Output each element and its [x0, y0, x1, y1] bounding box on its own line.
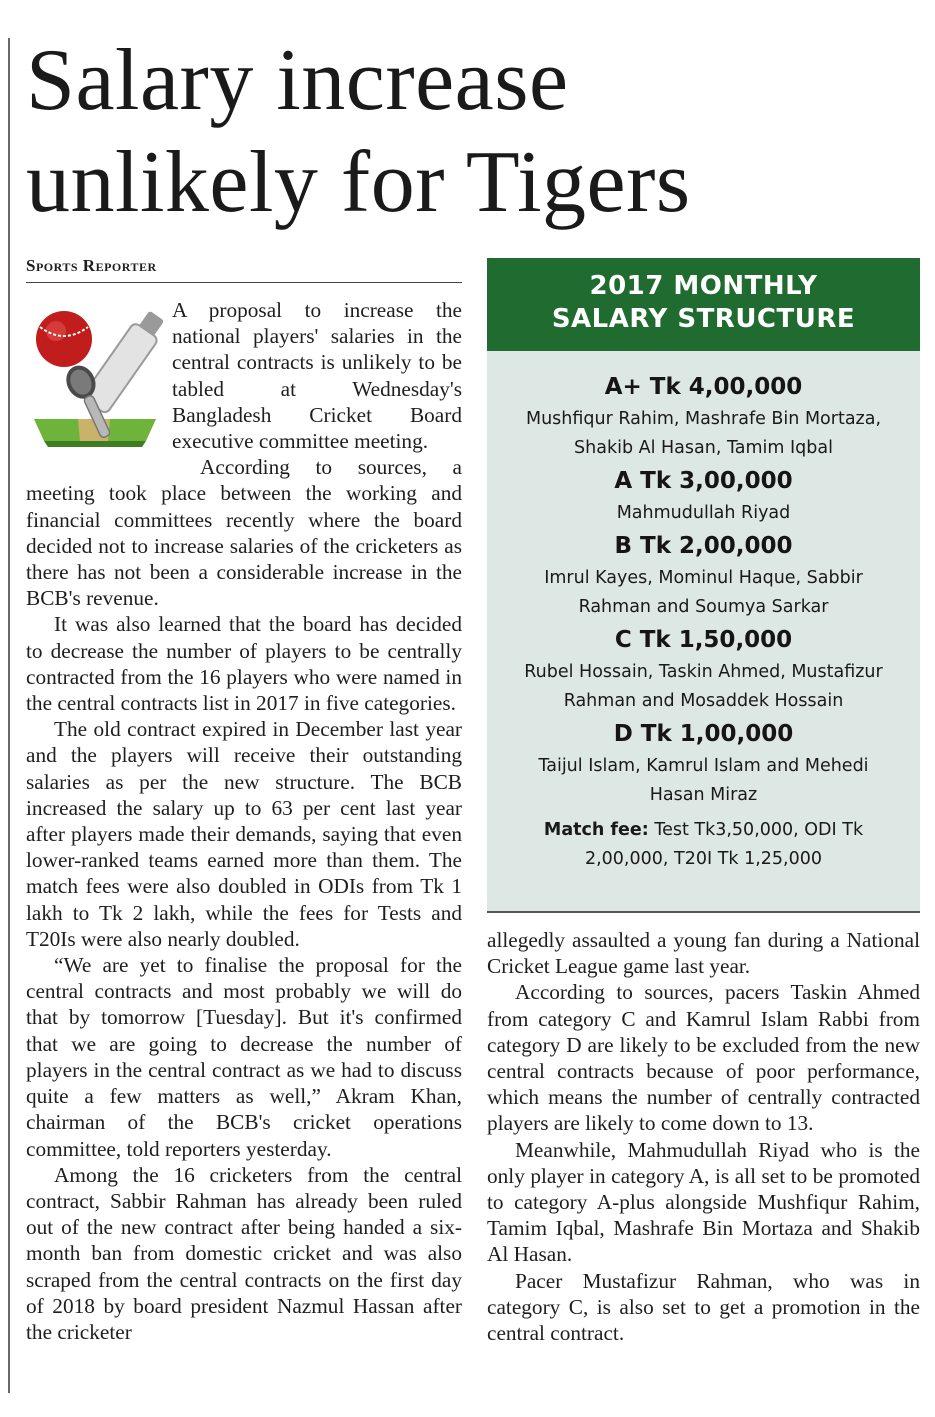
grade-d: D Tk 1,00,000 — [613, 721, 794, 747]
grade-a-plus: A+ Tk 4,00,000 — [604, 374, 803, 400]
match-fee-label: Match fee: — [543, 820, 649, 840]
salary-box-body — [487, 351, 920, 874]
salary-title-line-2: SALARY STRUCTURE — [551, 304, 856, 334]
cricket-ball-bat-microphone-icon — [26, 301, 164, 453]
paragraph-4: The old contract expired in December last year and the players will receive their outstanding salaries as per the new structure. The BCB increased the salary up to 63 per cent last year after players made their demands, saying that even lower-ranked teams earned more than them. The match fees were also doubled in ODIs from Tk 1 lakh to Tk 2 lakh, while the fees for Tests and T20Is were also nearly doubled. — [26, 717, 462, 951]
headline-line-2: unlikely for Tigers — [26, 134, 691, 231]
headline — [26, 30, 906, 234]
salary-title-line-1: 2017 MONTHLY — [589, 271, 818, 301]
paragraph-6: Among the 16 cricketers from the central contract, Sabbir Rahman has already been ruled out of the new contract after being handed a six-month ban from domestic cricket and was also scraped from the central contracts on the first day of 2018 by board president Nazmul Hassan after the cricketer — [26, 1162, 462, 1344]
byline: Sports Reporter — [26, 256, 462, 283]
salary-box-title — [487, 258, 920, 351]
paragraph-2: According to sources, a meeting took place between the working and financial committees recently where the board decided not to increase salaries of the cricketers as there has not been a considerable increase in the BCB's revenue. — [26, 455, 462, 611]
grade-c: C Tk 1,50,000 — [614, 627, 793, 653]
grade-a-players: Mahmudullah Riyad — [616, 503, 791, 523]
headline-line-1: Salary increase — [26, 32, 569, 129]
grade-a-plus-players: Mushfiqur Rahim, Mashrafe Bin Mortaza, Shakib Al Hasan, Tamim Iqbal — [525, 409, 882, 458]
grade-b: B Tk 2,00,000 — [614, 533, 793, 559]
paragraph-7: allegedly assaulted a young fan during a National Cricket League game last year. — [487, 928, 920, 979]
grade-a: A Tk 3,00,000 — [614, 468, 793, 494]
match-fee-text: Test Tk3,50,000, ODI Tk 2,00,000, T20I Tk 1,25,000 — [584, 820, 864, 869]
left-column-rule — [8, 38, 10, 1393]
article-right-column — [487, 927, 920, 1346]
paragraph-10: Pacer Mustafizur Rahman, who was in category C, is also set to get a promotion in the central contract. — [487, 1268, 920, 1346]
grade-b-players: Imrul Kayes, Mominul Haque, Sabbir Rahman and Soumya Sarkar — [544, 568, 863, 617]
paragraph-1: A proposal to increase the national players' salaries in the central contracts is unlikely to be tabled at Wednesday's Bangladesh Cricket Board executive committee meeting. — [172, 298, 462, 454]
paragraph-8: According to sources, pacers Taskin Ahmed from category C and Kamrul Islam Rabbi from category D are likely to be excluded from the new central contracts because of poor performance, which means the number of centrally contracted players are likely to come down to 13. — [487, 980, 920, 1136]
paragraph-3: It was also learned that the board has decided to decrease the number of players to be centrally contracted from the 16 players who were named in the central contracts list in 2017 in five categories. — [26, 612, 462, 716]
paragraph-9: Meanwhile, Mahmudullah Riyad who is the only player in category A, is all set to be promoted to category A-plus alongside Mushfiqur Rahim, Tamim Iqbal, Mashrafe Bin Mortaza and Shakib Al Hasan. — [487, 1137, 920, 1267]
paragraph-5: “We are yet to finalise the proposal for the central contracts and most probably we will do that by tomorrow [Tuesday]. But it's confirmed that we are going to decrease the number of players in the central contract as we had to discuss quite a few matters as well,” Akram Khan, chairman of the BCB's cricket operations committee, told reporters yesterday. — [26, 953, 462, 1161]
grade-c-players: Rubel Hossain, Taskin Ahmed, Mustafizur Rahman and Mosaddek Hossain — [524, 662, 883, 711]
grade-d-players: Taijul Islam, Kamrul Islam and Mehedi Hasan Miraz — [538, 756, 869, 805]
salary-structure-box — [487, 258, 920, 913]
match-fee — [487, 816, 920, 874]
article-left-column — [26, 297, 462, 1345]
